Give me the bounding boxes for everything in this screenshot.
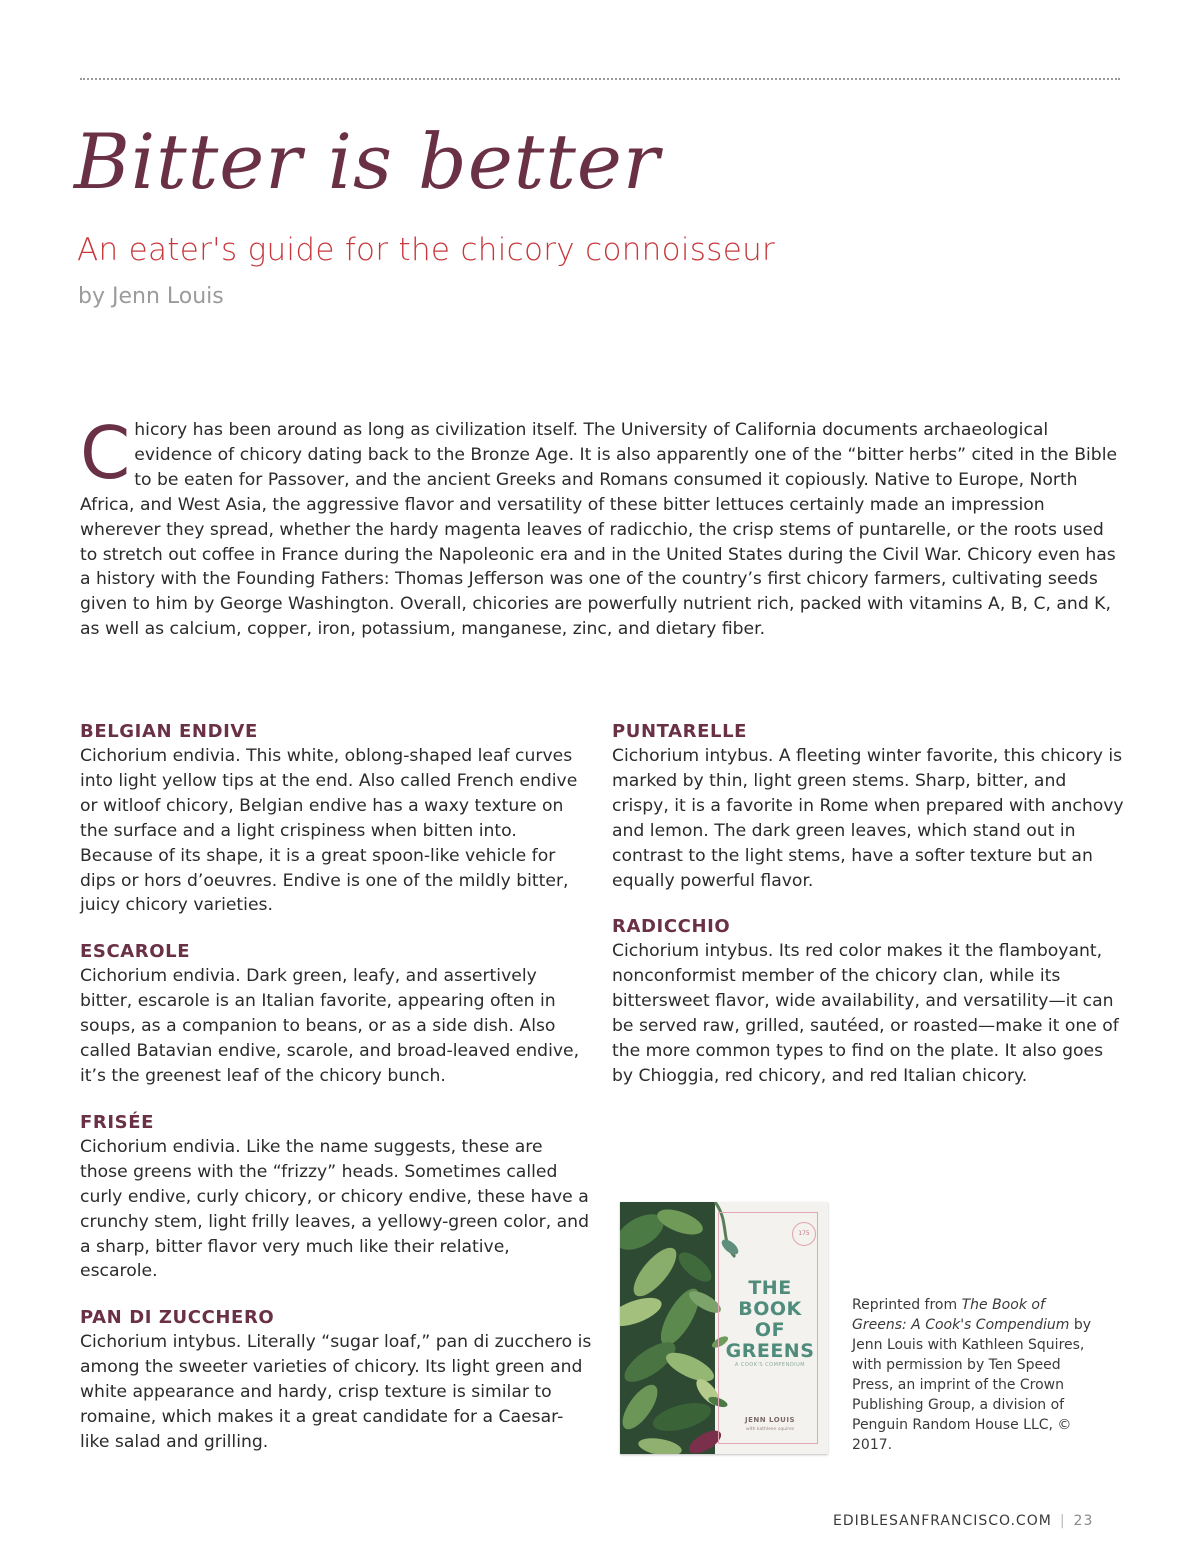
top-dotted-rule bbox=[80, 78, 1120, 80]
entry-puntarelle bbox=[612, 720, 1124, 893]
book-cover-title bbox=[710, 1278, 828, 1362]
entry-title: ESCAROLE bbox=[80, 941, 191, 963]
reprint-credit bbox=[852, 1295, 1102, 1455]
entry-radicchio bbox=[612, 915, 1124, 1088]
credit-book-title: The Book of Greens: A Cook's Compendium bbox=[852, 1297, 1070, 1333]
entry-title: PAN DI ZUCCHERO bbox=[80, 1307, 275, 1329]
entry-title: FRISÉE bbox=[80, 1111, 155, 1133]
entry-title: RADICCHIO bbox=[612, 916, 731, 938]
book-cover-subtitle: A COOK'S COMPENDIUM bbox=[734, 1362, 806, 1368]
intro-paragraph bbox=[80, 411, 1120, 642]
entry-body: Cichorium intybus. Its red color makes it the flamboyant, nonconformist member of the chicory clan, while its bittersweet flavor, wide availability, and versatility—it can be served raw, grilled, sautéed, or roasted—make it one of the more common types to find on the plate. It also goes by Chioggia, red chicory, and red Italian chicory. bbox=[612, 941, 1119, 1086]
entry-body: Cichorium endivia. This white, oblong-shaped leaf curves into light yellow tips at the end. Also called French endive or witloof chicory, Belgian endive has a waxy texture on the surface and a light crispiness when bitten into. Because of its shape, it is a great spoon-like vehicle for dips or hors d’oeuvres. Endive is one of the mildly bitter, juicy chicory varieties. bbox=[80, 746, 578, 916]
book-seal-badge bbox=[792, 1222, 816, 1246]
footer-separator: | bbox=[1059, 1513, 1066, 1529]
article-byline: by Jenn Louis bbox=[78, 284, 224, 309]
left-column bbox=[80, 720, 592, 1477]
article-subtitle: An eater's guide for the chicory connoisseur bbox=[77, 232, 776, 268]
book-title-line: GREENS bbox=[725, 1340, 815, 1362]
book-title-line: BOOK bbox=[738, 1298, 802, 1320]
book-cover-image bbox=[620, 1202, 828, 1454]
seal-number: 175 bbox=[798, 1230, 810, 1237]
entry-body: Cichorium endivia. Like the name suggests, these are those greens with the “frizzy” heads. Sometimes called curly endive, curly chicory, or chicory endive, these have a crunchy stem, light frilly leaves, a yellowy-green color, and a sharp, bitter flavor very much like their relative, escarole. bbox=[80, 1136, 589, 1282]
entry-body: Cichorium intybus. Literally “sugar loaf,” pan di zucchero is among the sweeter varieties of chicory. Its light green and white appearance and hardy, crisp texture is similar to romaine, which makes it a great candidate for a Caesar-like salad and grilling. bbox=[80, 1332, 592, 1452]
credit-suffix: by Jenn Louis with Kathleen Squires, with permission by Ten Speed Press, an imprint of the Crown Publishing Group, a division of Penguin Random House LLC, © 2017. bbox=[852, 1317, 1092, 1453]
credit-prefix: Reprinted from bbox=[852, 1297, 962, 1313]
entry-pan-di-zucchero bbox=[80, 1306, 592, 1455]
article-title: Bitter is better bbox=[74, 117, 661, 206]
page-footer bbox=[833, 1513, 1093, 1529]
entry-escarole bbox=[80, 940, 592, 1089]
entry-belgian-endive bbox=[80, 720, 592, 918]
book-title-line: THE bbox=[748, 1277, 792, 1299]
footer-site-url: EDIBLESANFRANCISCO.COM bbox=[833, 1513, 1052, 1529]
entry-title: PUNTARELLE bbox=[612, 721, 748, 742]
entry-title: BELGIAN ENDIVE bbox=[80, 721, 258, 742]
entry-body: Cichorium endivia. Dark green, leafy, and assertively bitter, escarole is an Italian favorite, appearing often in soups, as a companion to beans, or as a side dish. Also called Batavian endive, scarole, and broad-leaved endive, it’s the greenest leaf of the chicory bunch. bbox=[80, 966, 580, 1086]
page-number: 23 bbox=[1073, 1513, 1094, 1529]
intro-text: hicory has been around as long as civilization itself. The University of California documents archaeological evidence of chicory dating back to the Bronze Age. It is also apparently one of the “bitter herbs” cited in the Bible to be eaten for Passover, and the ancient Greeks and Romans consumed it copiously. Native to Europe, North Africa, and West Asia, the aggressive flavor and versatility of these bitter lettuces certainly made an impression wherever they spread, whether the hardy magenta leaves of radicchio, the crisp stems of puntarelle, or the roots used to stretch out coffee in France during the Napoleonic era and in the United States during the Civil War. Chicory even has a history with the Founding Fathers: Thomas Jefferson was one of the country’s first chicory farmers, cultivating seeds given to him by George Washington. Overall, chicories are powerfully nutrient rich, packed with vitamins A, B, C, and K, as well as calcium, copper, iron, potassium, manganese, zinc, and dietary fiber. bbox=[80, 420, 1118, 640]
drop-cap: C bbox=[80, 411, 131, 495]
right-column bbox=[612, 720, 1124, 1111]
entry-frisee bbox=[80, 1111, 592, 1284]
entry-body: Cichorium intybus. A fleeting winter favorite, this chicory is marked by thin, light green stems. Sharp, bitter, and crispy, it is a favorite in Rome when prepared with anchovy and lemon. The dark green leaves, which stand out in contrast to the light stems, have a softer texture but an equally powerful flavor. bbox=[612, 746, 1124, 891]
book-cover-author: JENN LOUIS bbox=[744, 1416, 796, 1424]
book-title-line: OF bbox=[754, 1319, 786, 1341]
book-cover-coauthor: with kathleen squires bbox=[745, 1427, 795, 1432]
